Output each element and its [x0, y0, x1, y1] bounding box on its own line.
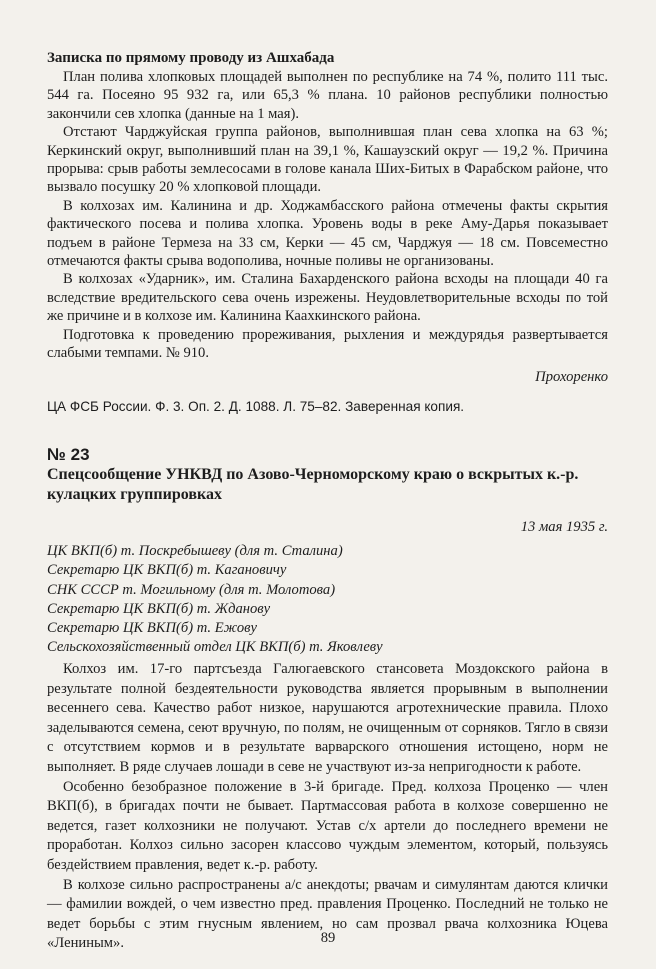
doc-paragraph-1: Колхоз им. 17-го партсъезда Галюгаевского стансовета Моздокского района в результате полной бездеятельности руководства является прорывным в выполнении весеннего сева. Качество работ низкое, нарушаются агротехнические правила. Плохо заделываются семена, сеют вручную, по полям, не очищенным от сорняков. Тягло в связи с отсутствием кормов и в результате варварского отношения истощено, норм не выполняет. В ряде случаев лошади в севе не участвуют из-за непригодности к работе. [47, 661, 608, 775]
addressee-list [47, 542, 608, 658]
document-number: № 23 [47, 445, 90, 464]
addressee: Секретарю ЦК ВКП(б) т. Жданову [47, 600, 271, 617]
note-block [47, 49, 608, 363]
addressee: Секретарю ЦК ВКП(б) т. Кагановичу [47, 562, 287, 579]
addressee: СНК СССР т. Могильному (для т. Молотова) [47, 581, 336, 598]
addressee: Сельскохозяйственный отдел ЦК ВКП(б) т. Яковлеву [47, 639, 383, 656]
note-title: Записка по прямому проводу из Ашхабада [47, 50, 335, 66]
addressee: Секретарю ЦК ВКП(б) т. Ежову [47, 620, 257, 637]
note-signature-block [47, 368, 608, 386]
document-date: 13 мая 1935 г. [520, 519, 608, 535]
archive-reference: ЦА ФСБ России. Ф. 3. Оп. 2. Д. 1088. Л. 75–82. Заверенная копия. [47, 399, 465, 414]
note-paragraph-5: Подготовка к проведению прореживания, рыхления и междурядья развертывается слабыми темпами. № 910. [47, 326, 608, 362]
note-paragraph-1: План полива хлопковых площадей выполнен по республике на 74 %, полито 111 тыс. 544 га. Посеяно 95 932 га, или 65,3 % плана. 10 районов республики полностью закончили сев хлопка (данные на 1 мая). [47, 69, 608, 122]
doc-paragraph-2: Особенно безобразное положение в 3-й бригаде. Пред. колхоза Проценко — член ВКП(б), в бригадах почти не бывает. Партмассовая работа в колхозе совершенно не ведется, газет колхозники не получают. Устав с/х артели до последнего времени не проработан. Колхоз сильно засорен классово чуждым элементом, который, пользуясь бездействием правления, ведет к.-р. работу. [47, 778, 608, 873]
document-title: Спецсообщение УНКВД по Азово-Черноморскому краю о вскрытых к.-р. кулацких группировках [47, 466, 579, 503]
note-paragraph-4: В колхозах «Ударник», им. Сталина Бахарденского района всходы на площади 40 га вследствие вредительского сева очень изрежены. Неудовлетворительные всходы по той же причине и в колхозе им. Калинина Каахкинского района. [47, 271, 608, 325]
note-paragraph-2: Отстают Чарджуйская группа районов, выполнившая план сева хлопка на 63 %; Керкинский округ, выполнивший план на 39,1 %, Кашаузский округ — 19,2 %. Причина прорыва: срыв работы землесосами в голове канала Ших-Битых в Фарабском районе, что вызвало посушку 20 % хлопковой площади. [47, 124, 608, 196]
doc-date-block [47, 518, 608, 536]
page-number: 89 [320, 930, 336, 946]
doc-body [47, 660, 608, 954]
note-paragraph-3: В колхозах им. Калинина и др. Ходжамбасского района отмечены факты скрытия фактического посева и полива хлопка. Уровень воды в реке Аму-Дарья показывает подъем в районе Термеза на 33 см, Керки — 45 см, Чарджуя — 18 см. Повсеместно отмечаются факты срыва водополива, ночные поливы не организованы. [47, 197, 608, 270]
note-signature: Прохоренко [535, 369, 608, 385]
doc-header [47, 445, 608, 505]
note-source-block [47, 398, 608, 416]
addressee: ЦК ВКП(б) т. Поскребышеву (для т. Сталина) [47, 543, 343, 559]
doc-paragraph-3: В колхозе сильно распространены а/с анекдоты; рвачам и симулянтам даются клички — фамилии вождей, о чем известно пред. правления Проценко. Последний не только не ведет борьбы с этим гнусным явлением, но сам прозвал рвача колхозника Юцева «Лениным». [47, 876, 608, 952]
